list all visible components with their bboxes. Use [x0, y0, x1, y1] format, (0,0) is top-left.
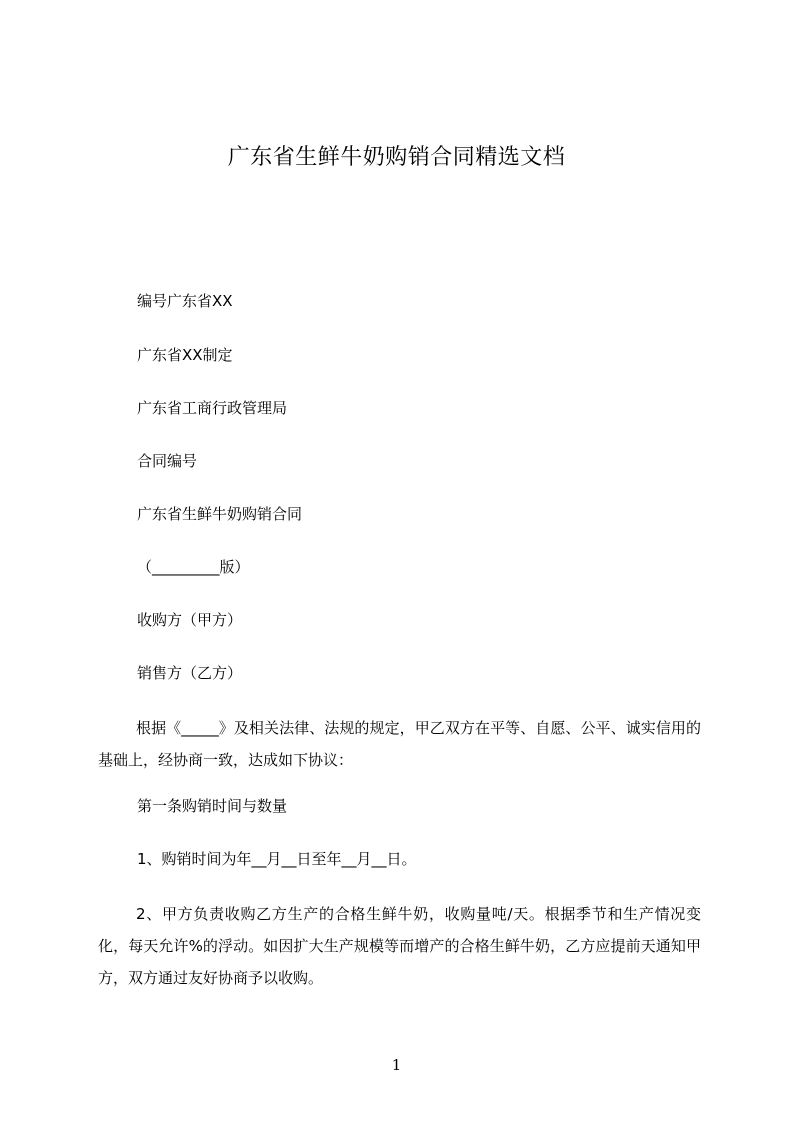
page-number: 1	[391, 1056, 402, 1074]
contract-name-line: 广东省生鲜牛奶购销合同	[137, 505, 303, 523]
authority-line: 广东省工商行政管理局	[137, 399, 288, 417]
seller-line: 销售方（乙方）	[137, 664, 243, 682]
clause-2-text: 2、甲方负责收购乙方生产的合格生鲜牛奶，收购量吨/天。根据季节和生产情况变化，每天允许%的浮动。如因扩大生产规模等而增产的合格生鲜牛奶，乙方应提前天通知甲方，双方通过友好协商予以收购。	[98, 905, 701, 987]
preamble-text: 根据《_____》及相关法律、法规的规定，甲乙双方在平等、自愿、公平、诚实信用的基础上，经协商一致，达成如下协议：	[98, 719, 701, 769]
document-title: 广东省生鲜牛奶购销合同精选文档	[227, 145, 566, 170]
buyer-line: 收购方（甲方）	[137, 611, 243, 629]
version-line: （_________版）	[137, 558, 250, 576]
clause-1: 1、购销时间为年__月__日至年__月__日。	[137, 850, 417, 868]
section-1-heading: 第一条购销时间与数量	[137, 797, 288, 815]
preamble-paragraph	[98, 712, 701, 776]
issuer-line: 广东省XX制定	[137, 346, 233, 364]
clause-2-paragraph	[98, 898, 701, 994]
document-number-line: 编号广东省XX	[137, 292, 233, 310]
contract-number-line: 合同编号	[137, 452, 198, 470]
